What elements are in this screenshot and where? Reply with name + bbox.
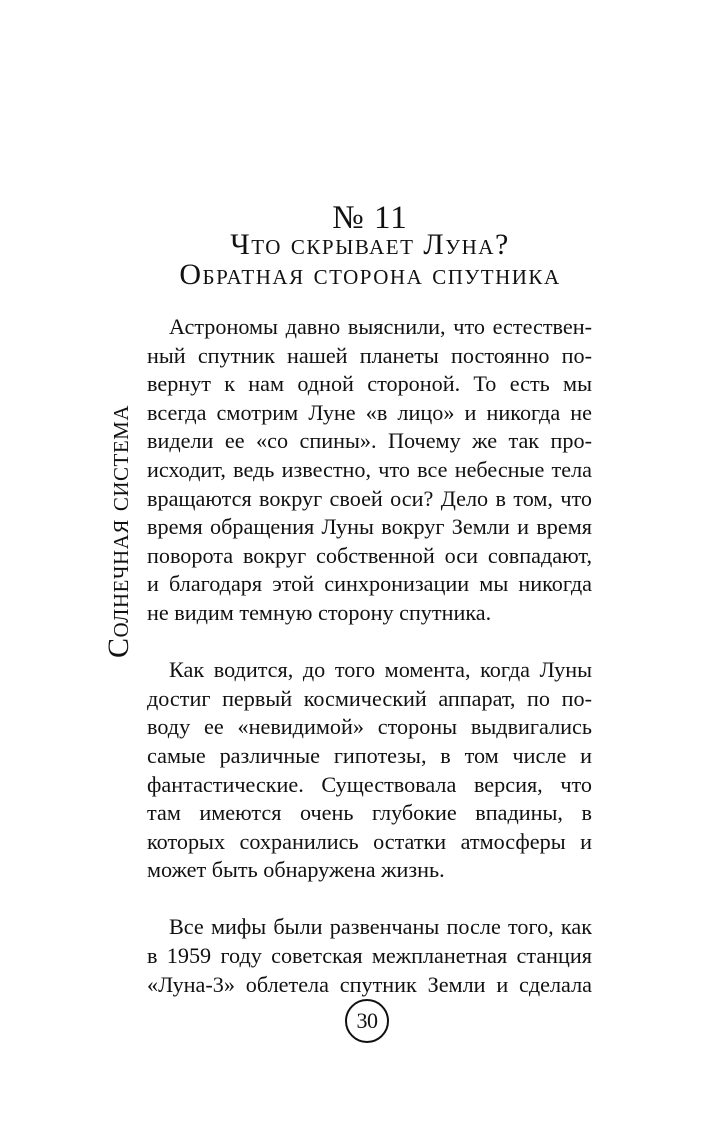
chapter-number: № 11: [332, 200, 408, 236]
body-text: [147, 313, 592, 1028]
section-side-label: Солнечная система: [102, 404, 135, 658]
chapter-title-line-2: Обратная сторона спутника: [179, 258, 561, 291]
paragraph-2: Как водится, до того момента, когда Луны достиг первый космический аппарат, по поводу ее «невидимой» стороны выдвигались самые различные гипотезы, в том числе и фантастические. Существовала версия, что там имеются очень глубокие впадины, в которых сохранились остатки атмосферы и может быть обнаружена жизнь.: [147, 657, 592, 883]
paragraph-3: Все мифы были развенчаны после того, как в 1959 году советская межпланетная станция «Луна-3» облетела спутник Земли и сделала: [147, 914, 592, 997]
paragraph-1: Астрономы давно выяснили, что естественный спутник нашей планеты постоянно повернут к нам одной стороной. То есть мы всегда смотрим Луне «в лицо» и никогда не видели ее «со спины». Почему же так происходит, ведь известно, что все небесные тела вращаются вокруг своей оси? Дело в том, что время обращения Луны вокруг Земли и время поворота вокруг собственной оси совпадают, и благодаря этой синхронизации мы никогда не видим темную сторону спутника.: [147, 314, 592, 625]
chapter-title-line-1: Что скрывает Луна?: [230, 228, 510, 261]
page-number: 30: [345, 999, 389, 1043]
